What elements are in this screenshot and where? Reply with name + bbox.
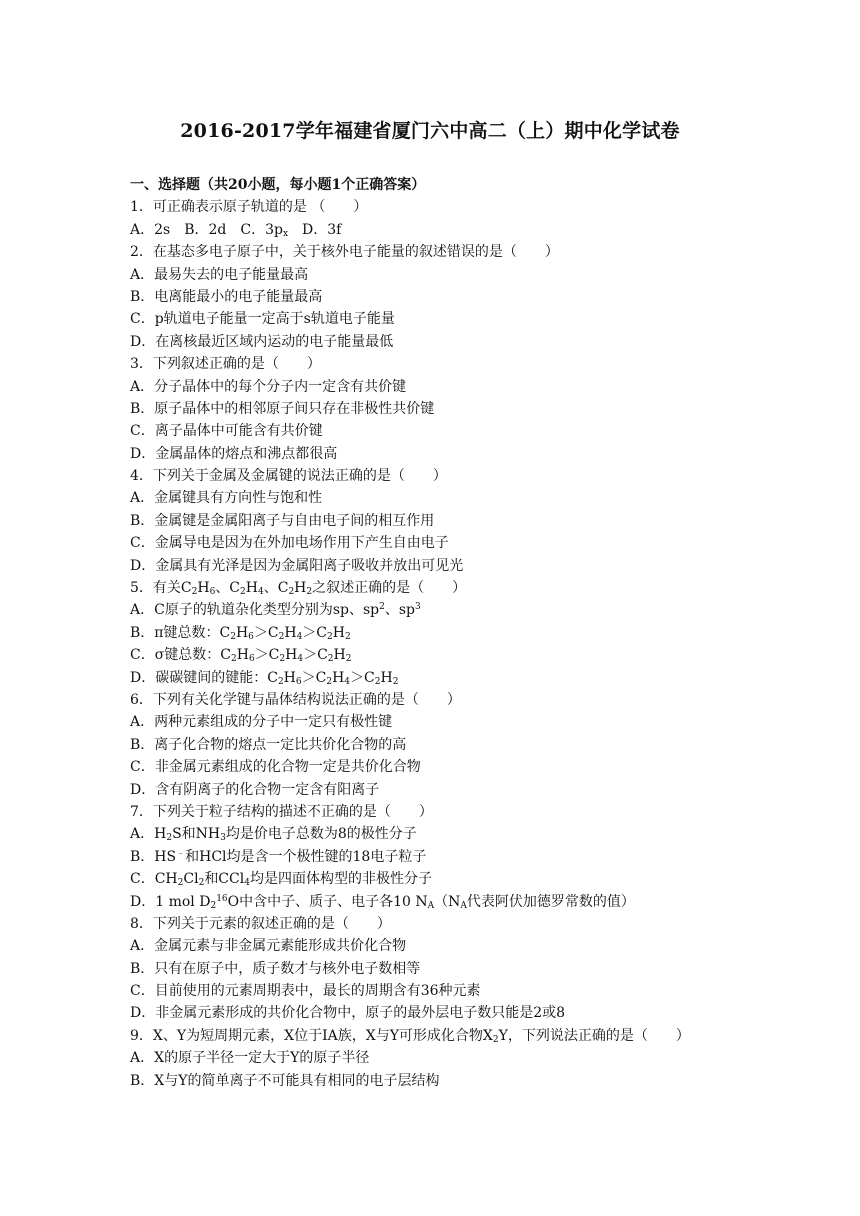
answer-option: A．X的原子半径一定大于Y的原子半径 (130, 1050, 370, 1067)
answer-option: A．两种元素组成的分子中一定只有极性键 (130, 714, 393, 731)
answer-option: B．原子晶体中的相邻原子间只存在非极性共价键 (130, 400, 435, 417)
answer-option: A．2s B．2d C．$3p_x$ D．3f (130, 221, 342, 239)
answer-option: B．只有在原子中，质子数才与核外电子数相等 (130, 960, 421, 977)
question-list (130, 174, 770, 1092)
answer-option: B．电离能最小的电子能量最高 (130, 288, 323, 305)
question-stem: 8．下列关于元素的叙述正确的是（ ） (130, 915, 391, 932)
document-title: 2016-2017学年福建省厦门六中高二（上）期中化学试卷 (180, 120, 680, 142)
answer-option: D．非金属元素形成的共价化合物中，原子的最外层电子数只能是2或8 (130, 1005, 566, 1022)
question-lines (130, 196, 770, 1092)
question-stem: 3．下列叙述正确的是（ ） (130, 356, 321, 373)
answer-option: A．金属键具有方向性与饱和性 (130, 490, 323, 507)
question-stem: 2．在基态多电子原子中，关于核外电子能量的叙述错误的是（ ） (130, 244, 559, 261)
question-stem: 5．有关$C_2H_6$、$C_2H_4$、$C_2H_2$之叙述正确的是（ ） (130, 580, 467, 598)
section-heading: 一、选择题（共20小题，每小题1个正确答案） (130, 177, 426, 193)
answer-option: B．金属键是金属阳离子与自由电子间的相互作用 (130, 512, 435, 529)
answer-option: D．碳碳键间的键能：$C_2H_6>C_2H_4>C_2H_2$ (130, 669, 399, 687)
answer-option: A．分子晶体中的每个分子内一定含有共价键 (130, 378, 407, 395)
answer-option: C．金属导电是因为在外加电场作用下产生自由电子 (130, 535, 449, 552)
answer-option: D．金属具有光泽是因为金属阳离子吸收并放出可见光 (130, 557, 464, 574)
question-stem: 6．下列有关化学键与晶体结构说法正确的是（ ） (130, 691, 461, 708)
answer-option: A．$H_2S$和$NH_3$均是价电子总数为8的极性分子 (130, 826, 417, 844)
answer-option: D．金属晶体的熔点和沸点都很高 (130, 445, 338, 462)
answer-option: C．目前使用的元素周期表中，最长的周期含有36种元素 (130, 983, 481, 1000)
answer-option: D．在离核最近区域内运动的电子能量最低 (130, 333, 394, 350)
answer-option: B．HS﹣和HCl均是含一个极性键的18电子粒子 (130, 848, 427, 865)
answer-option: A．最易失去的电子能量最高 (130, 266, 309, 283)
question-stem: 4．下列关于金属及金属键的说法正确的是（ ） (130, 468, 447, 485)
question-stem: 7．下列关于粒子结构的描述不正确的是（ ） (130, 803, 433, 820)
answer-option: C．离子晶体中可能含有共价键 (130, 423, 323, 440)
answer-option: C．非金属元素组成的化合物一定是共价化合物 (130, 759, 421, 776)
question-stem: 1．可正确表示原子轨道的是 （ ） (130, 199, 368, 216)
answer-option: C．σ键总数：$C_2H_6>C_2H_4>C_2H_2$ (130, 647, 352, 665)
answer-option: B．π键总数：$C_2H_6>C_2H_4>C_2H_2$ (130, 624, 351, 642)
question-stem: 9．X、Y为短周期元素，X位于IA族，X与Y可形成化合物$X_2Y$，下列说法正确的是（ ） (130, 1027, 690, 1045)
answer-option: B．离子化合物的熔点一定比共价化合物的高 (130, 736, 407, 753)
answer-option: A．金属元素与非金属元素能形成共价化合物 (130, 938, 407, 955)
answer-option: C．p轨道电子能量一定高于s轨道电子能量 (130, 311, 395, 328)
answer-option: D．含有阴离子的化合物一定含有阳离子 (130, 781, 380, 798)
answer-option: D．1 mol $D_2^{16}O$中含中子、质子、电子各10 $N_A(N_A$代表阿伏加德罗常数的值） (130, 893, 635, 911)
answer-option: C．$CH_2Cl_2$和CCl$_4$均是四面体构型的非极性分子 (130, 871, 432, 889)
answer-option: A．C原子的轨道杂化类型分别为sp、$sp^2$、$sp^3$ (130, 602, 421, 619)
answer-option: B．X与Y的简单离子不可能具有相同的电子层结构 (130, 1072, 440, 1089)
